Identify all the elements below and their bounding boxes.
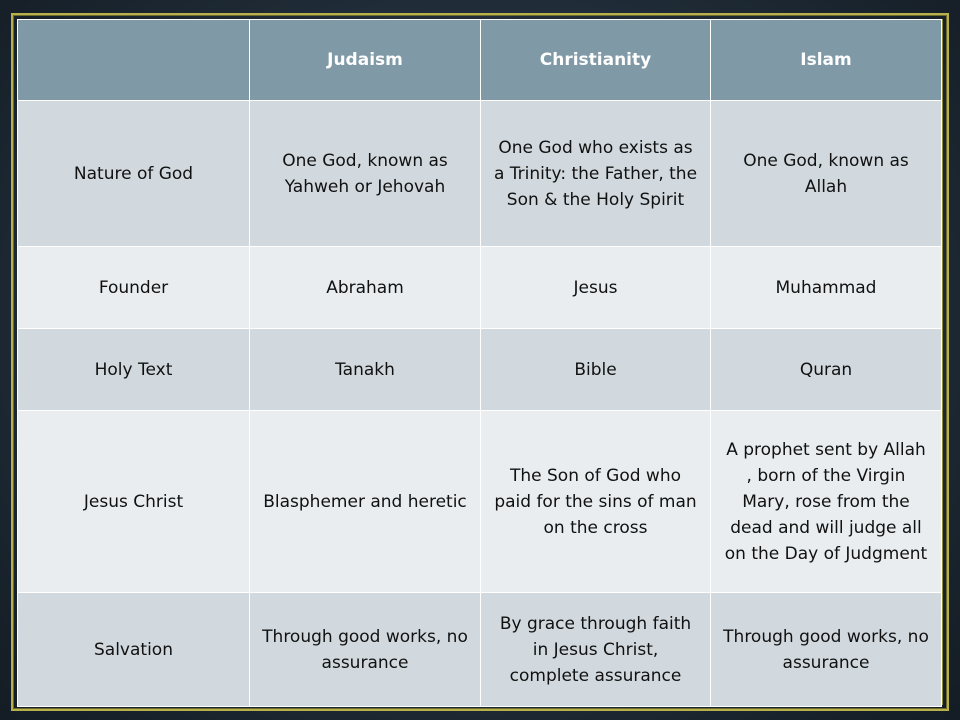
cell-islam: Through good works, no assurance: [711, 593, 942, 707]
cell-judaism: Tanakh: [250, 329, 481, 411]
row-label: Salvation: [18, 593, 250, 707]
cell-islam: One God, known as Allah: [711, 101, 942, 247]
cell-judaism: Blasphemer and heretic: [250, 411, 481, 593]
cell-judaism: One God, known as Yahweh or Jehovah: [250, 101, 481, 247]
cell-islam: A prophet sent by Allah , born of the Virgin Mary, rose from the dead and will judge all on the Day of Judgment: [711, 411, 942, 593]
header-row: [18, 20, 942, 101]
table-row-nature-of-god: [18, 101, 942, 247]
cell-judaism: Abraham: [250, 247, 481, 329]
cell-islam: Muhammad: [711, 247, 942, 329]
row-label: Founder: [18, 247, 250, 329]
row-label: Holy Text: [18, 329, 250, 411]
table-row-founder: [18, 247, 942, 329]
table-row-jesus-christ: [18, 411, 942, 593]
header-cell-blank: [18, 20, 250, 101]
cell-islam: Quran: [711, 329, 942, 411]
cell-christianity: By grace through faith in Jesus Christ, complete assurance: [481, 593, 711, 707]
cell-christianity: Bible: [481, 329, 711, 411]
cell-christianity: Jesus: [481, 247, 711, 329]
header-cell-christianity: Christianity: [481, 20, 711, 101]
row-label: Jesus Christ: [18, 411, 250, 593]
header-cell-islam: Islam: [711, 20, 942, 101]
table-row-holy-text: [18, 329, 942, 411]
header-cell-judaism: Judaism: [250, 20, 481, 101]
comparison-table: [17, 19, 942, 707]
cell-christianity: One God who exists as a Trinity: the Father, the Son & the Holy Spirit: [481, 101, 711, 247]
row-label: Nature of God: [18, 101, 250, 247]
table-row-salvation: [18, 593, 942, 707]
cell-christianity: The Son of God who paid for the sins of man on the cross: [481, 411, 711, 593]
cell-judaism: Through good works, no assurance: [250, 593, 481, 707]
